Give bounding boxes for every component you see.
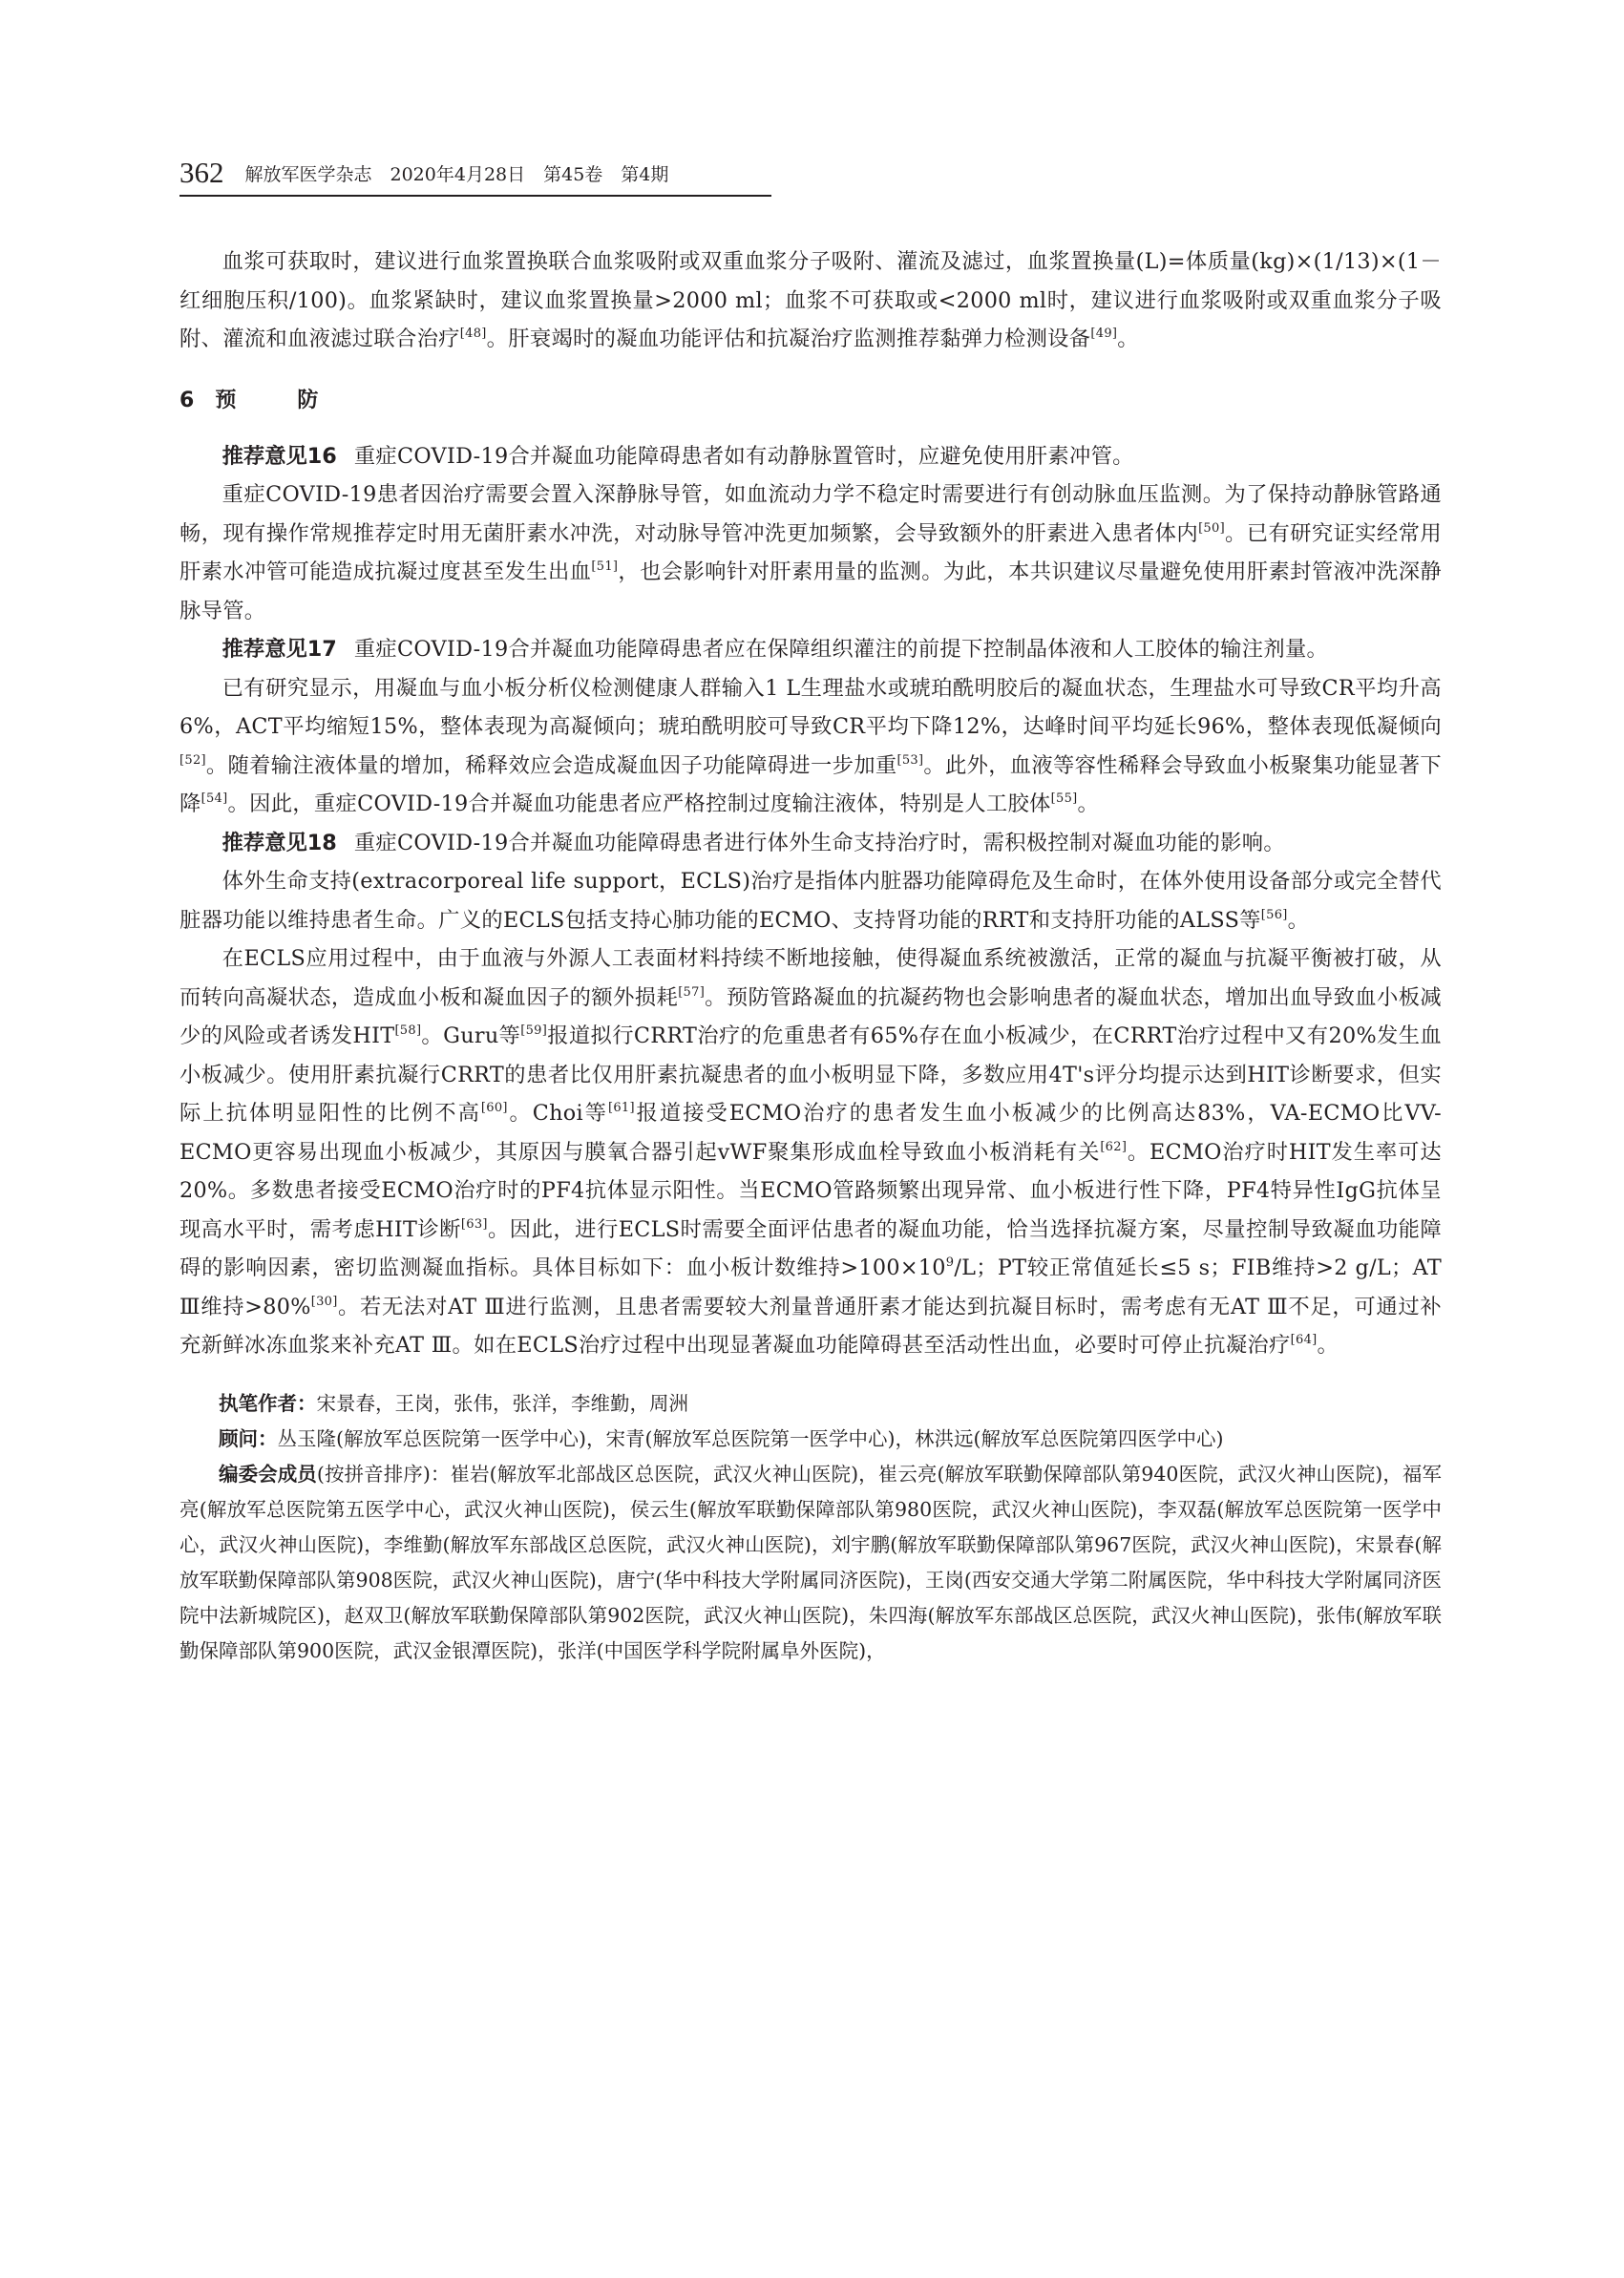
paragraph-18b: 在ECLS应用过程中，由于血液与外源人工表面材料持续不断地接触，使得凝血系统被激活，正常的凝血与抗凝平衡被打破，从而转向高凝状态，造成血小板和凝血因子的额外损耗[57]。预防管路凝血的抗凝药物也会影响患者的凝血状态，增加出血导致血小板减少的风险或者诱发HIT[58]。Guru等[59]报道拟行CRRT治疗的危重患者有65%存在血小板减少，在CRRT治疗过程中又有20%发生血小板减少。使用肝素抗凝行CRRT的患者比仅用肝素抗凝患者的血小板明显下降，多数应用4T's评分均提示达到HIT诊断要求，但实际上抗体明显阳性的比例不高[60]。Choi等[61]报道接受ECMO治疗的患者发生血小板减少的比例高达83%，VA-ECMO比VV-ECMO更容易出现血小板减少，其原因与膜氧合器引起vWF聚集形成血栓导致血小板消耗有关[62]。ECMO治疗时HIT发生率可达20%。多数患者接受ECMO治疗时的PF4抗体显示阳性。当ECMO管路频繁出现异常、血小板进行性下降，PF4特异性IgG抗体呈现高水平时，需考虑HIT诊断[63]。因此，进行ECLS时需要全面评估患者的凝血功能，恰当选择抗凝方案，尽量控制导致凝血功能障碍的影响因素，密切监测凝血指标。具体目标如下：血小板计数维持$>100\times 10^9/L$；PT较正常值延长≤5 s；FIB维持>2 g/L；AT Ⅲ维持>80%[30]。若无法对AT Ⅲ进行监测，且患者需要较大剂量普通肝素才能达到抗凝目标时，需考虑有无AT Ⅲ不足，可通过补充新鲜冰冻血浆来补充AT Ⅲ。如在ECLS治疗过程中出现显著凝血功能障碍甚至活动性出血，必要时可停止抗凝治疗[64]。	[179, 946, 1443, 1358]
writers-label: 执笔作者：	[219, 1391, 317, 1415]
citation: [61]	[607, 1101, 635, 1115]
citation: [30]	[310, 1294, 338, 1309]
page-number: 362	[179, 156, 224, 189]
section-heading-prevention: 6 预 防	[179, 388, 319, 412]
advisors-label: 顾问：	[219, 1426, 278, 1450]
recommendation-18: 推荐意见18 重症COVID-19合并凝血功能障碍患者进行体外生命支持治疗时，需积极控制对凝血功能的影响。	[221, 830, 1285, 855]
committee-line: 编委会成员(按拼音排序)：崔岩(解放军北部战区总医院，武汉火神山医院)，崔云亮(解放军联勤保障部队第940医院，武汉火神山医院)，福军亮(解放军总医院第五医学中心，武汉火神山医院)，侯云生(解放军联勤保障部队第980医院，武汉火神山医院)，李双磊(解放军总医院第一医学中心，武汉火神山医院)，李维勤(解放军东部战区总医院，武汉火神山医院)，刘宇鹏(解放军联勤保障部队第967医院，武汉火神山医院)，宋景春(解放军联勤保障部队第908医院，武汉火神山医院)，唐宁(华中科技大学附属同济医院)，王岗(西安交通大学第二附属医院，华中科技大学附属同济医院中法新城院区)，赵双卫(解放军联勤保障部队第902医院，武汉火神山医院)，朱四海(解放军东部战区总医院，武汉火神山医院)，张伟(解放军联勤保障部队第900医院，武汉金银潭医院)，张洋(中国医学科学院附属阜外医院)，	[179, 1462, 1442, 1662]
citation: [55]	[1050, 791, 1078, 806]
citation: [63]	[460, 1216, 488, 1232]
citation: [49]	[1090, 327, 1118, 341]
committee-label: 编委会成员	[219, 1462, 317, 1486]
citation: [62]	[1100, 1139, 1128, 1154]
recommendation-label: 推荐意见16	[221, 443, 337, 469]
citation: [50]	[1198, 520, 1225, 536]
running-title: 解放军医学杂志 2020年4月28日 第45卷 第4期	[244, 164, 669, 185]
citation: [52]	[179, 752, 206, 768]
recommendation-label: 推荐意见17	[221, 637, 337, 662]
recommendation-label: 推荐意见18	[221, 830, 337, 855]
paragraph-continuation: 血浆可获取时，建议进行血浆置换联合血浆吸附或双重血浆分子吸附、灌流及滤过，血浆置换量(L)=体质量(kg)×(1/13)×(1－红细胞压积/100)。血浆紧缺时，建议血浆置换量>2000 ml；血浆不可获取或<2000 ml时，建议进行血浆吸附或双重血浆分子吸附、灌流和血液滤过联合治疗[48]。肝衰竭时的凝血功能评估和抗凝治疗监测推荐黏弹力检测设备[49]。	[179, 249, 1442, 351]
citation: [60]	[480, 1101, 508, 1115]
article-body	[179, 243, 1442, 1669]
advisors-line: 顾问：丛玉隆(解放军总医院第一医学中心)，宋青(解放军总医院第一医学中心)，林洪远(解放军总医院第四医学中心)	[219, 1426, 1224, 1450]
recommendation-17: 推荐意见17 重症COVID-19合并凝血功能障碍患者应在保障组织灌注的前提下控制晶体液和人工胶体的输注剂量。	[221, 637, 1329, 662]
citation: [51]	[591, 559, 619, 574]
paragraph-16: 重症COVID-19患者因治疗需要会置入深静脉导管，如血流动力学不稳定时需要进行有创动脉血压监测。为了保持动静脉管路通畅，现有操作常规推荐定时用无菌肝素水冲洗，对动脉导管冲洗更加频繁，会导致额外的肝素进入患者体内[50]。已有研究证实经常用肝素水冲管可能造成抗凝过度甚至发生出血[51]，也会影响针对肝素用量的监测。为此，本共识建议尽量避免使用肝素封管液冲洗深静脉导管。	[179, 482, 1442, 623]
citation: [54]	[200, 791, 228, 806]
paragraph-18a: 体外生命支持(extracorporeal life support，ECLS)治疗是指体内脏器功能障碍危及生命时，在体外使用设备部分或完全替代脏器功能以维持患者生命。广义的ECLS包括支持心肺功能的ECMO、支持肾功能的RRT和支持肝功能的ALSS等[56]。	[179, 869, 1442, 933]
author-information	[179, 1386, 1442, 1669]
citation: [56]	[1260, 907, 1288, 922]
exponent: 9	[945, 1255, 955, 1270]
paragraph-17: 已有研究显示，用凝血与血小板分析仪检测健康人群输入1 L生理盐水或琥珀酰明胶后的凝血状态，生理盐水可导致CR平均升高6%，ACT平均缩短15%，整体表现为高凝倾向；琥珀酰明胶可导致CR平均下降12%，达峰时间平均延长96%，整体表现低凝倾向[52]。随着输注液体量的增加，稀释效应会造成凝血因子功能障碍进一步加重[53]。此外，血液等容性稀释会导致血小板聚集功能显著下降[54]。因此，重症COVID-19合并凝血功能患者应严格控制过度输注液体，特别是人工胶体[55]。	[179, 675, 1442, 816]
citation: [58]	[394, 1023, 422, 1038]
citation: [48]	[459, 327, 487, 341]
writers-line: 执笔作者：宋景春，王岗，张伟，张洋，李维勤，周洲	[219, 1391, 688, 1415]
citation: [59]	[520, 1023, 548, 1038]
running-header	[179, 151, 771, 197]
citation: [57]	[678, 984, 706, 1000]
citation: [53]	[896, 752, 924, 768]
citation: [64]	[1290, 1333, 1318, 1347]
recommendation-16: 推荐意见16 重症COVID-19合并凝血功能障碍患者如有动静脉置管时，应避免使用肝素冲管。	[221, 443, 1134, 469]
